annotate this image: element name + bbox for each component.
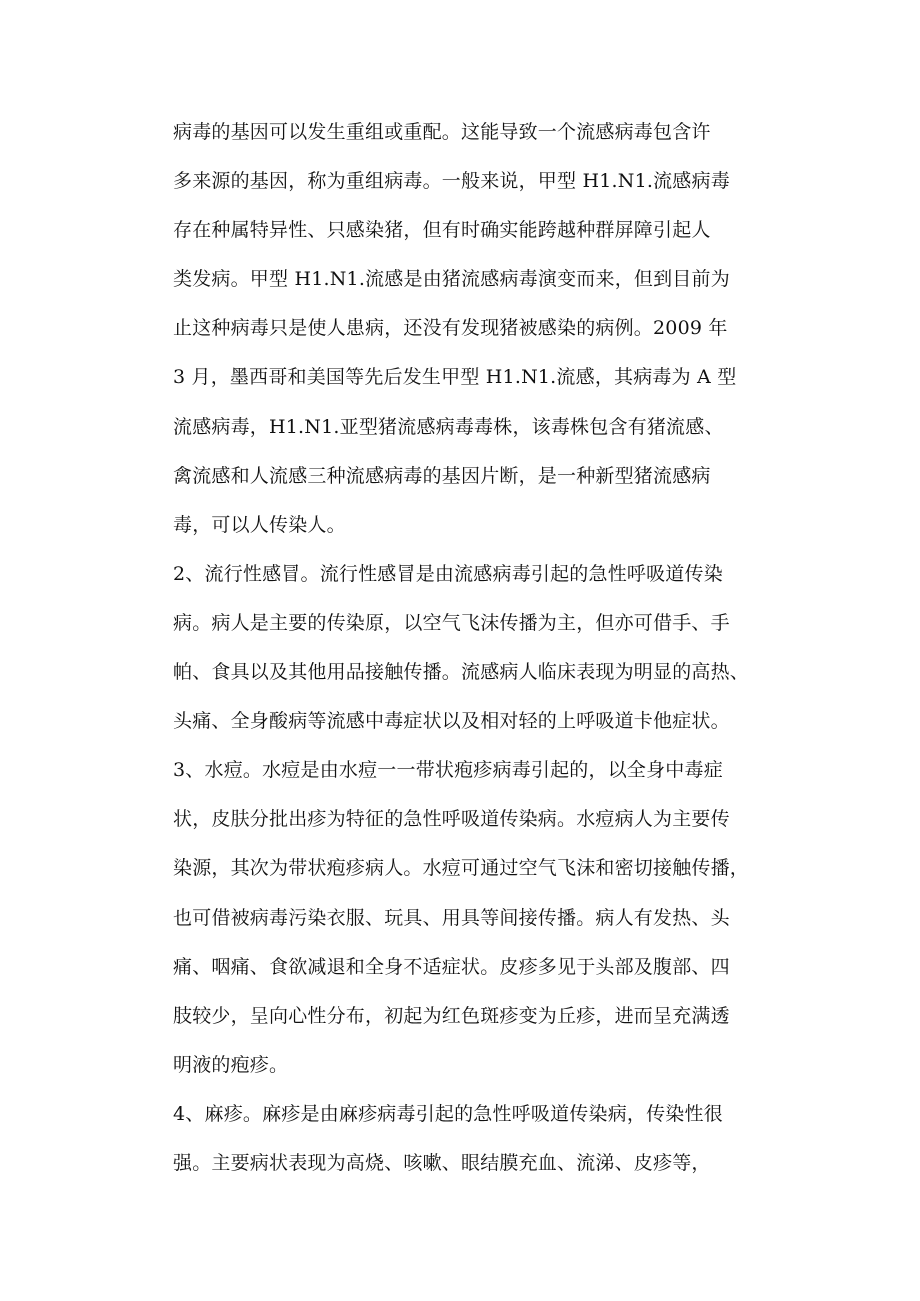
text-line: 痛、咽痛、食欲减退和全身不适症状。皮疹多见于头部及腹部、四 xyxy=(173,955,730,978)
text-line: 流感病毒，H1.N1.亚型猪流感病毒毒株，该毒株包含有猪流感、 xyxy=(173,415,724,438)
text-line: 头痛、全身酸病等流感中毒症状以及相对轻的上呼吸道卡他症状。 xyxy=(173,710,730,733)
text-line: 状，皮肤分批出疹为特征的急性呼吸道传染病。水痘病人为主要传 xyxy=(173,808,730,831)
text-line: 强。主要病状表现为高烧、咳嗽、眼结膜充血、流涕、皮疹等， xyxy=(173,1151,711,1174)
text-line: 染源，其次为带状疱疹病人。水痘可通过空气飞沫和密切接触传播， xyxy=(173,857,750,880)
text-line: 病毒的基因可以发生重组或重配。这能导致一个流感病毒包含许 xyxy=(173,121,711,143)
text-line: 2、流行性感冒。流行性感冒是由流感病毒引起的急性呼吸道传染 xyxy=(173,562,723,585)
text-line: 明液的疱疹。 xyxy=(173,1053,289,1076)
text-line: 止这种病毒只是使人患病，还没有发现猪被感染的病例。2009 年 xyxy=(173,317,728,340)
text-line: 3、水痘。水痘是由水痘一一带状疱疹病毒引起的，以全身中毒症 xyxy=(173,759,723,782)
text-line: 禽流感和人流感三种流感病毒的基因片断，是一种新型猪流感病 xyxy=(173,464,711,487)
text-line: 病。病人是主要的传染原，以空气飞沫传播为主，但亦可借手、手 xyxy=(173,611,730,634)
text-line: 4、麻疹。麻疹是由麻疹病毒引起的急性呼吸道传染病，传染性很 xyxy=(173,1102,723,1125)
text-line: 帕、食具以及其他用品接触传播。流感病人临床表现为明显的高热、 xyxy=(173,661,750,684)
text-line: 毒，可以人传染人。 xyxy=(173,513,346,536)
text-line: 类发病。甲型 H1.N1.流感是由猪流感病毒演变而来，但到目前为 xyxy=(173,268,730,291)
text-line: 肢较少，呈向心性分布，初起为红色斑疹变为丘疹，进而呈充满透 xyxy=(173,1004,730,1027)
text-line: 多来源的基因，称为重组病毒。一般来说，甲型 H1.N1.流感病毒 xyxy=(173,170,730,193)
text-line: 也可借被病毒污染衣服、玩具、用具等间接传播。病人有发热、头 xyxy=(173,906,730,929)
text-line: 3 月，墨西哥和美国等先后发生甲型 H1.N1.流感，其病毒为 A 型 xyxy=(173,366,737,389)
body-text xyxy=(173,108,773,1188)
text-line: 存在种属特异性、只感染猪，但有时确实能跨越种群屏障引起人 xyxy=(173,219,711,242)
